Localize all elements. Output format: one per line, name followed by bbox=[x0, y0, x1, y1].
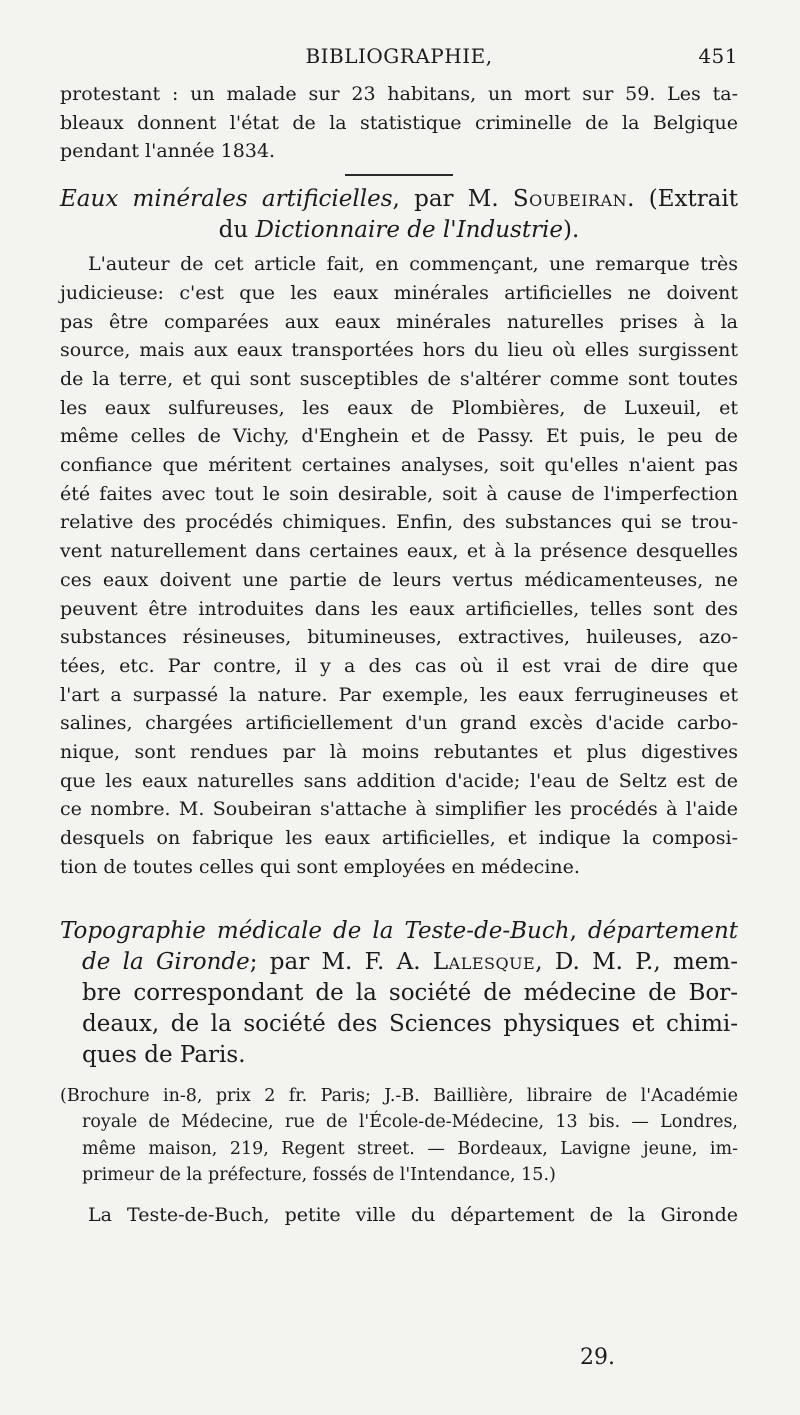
text-line: même maison, 219, Regent street. — Bordeaux, Lavigne jeune, im- bbox=[82, 1138, 738, 1159]
title-by: , par M. bbox=[392, 186, 513, 213]
text-line: été faites avec tout le soin desirable, soit à cause de l'imperfection bbox=[60, 482, 738, 505]
title-italic: Topographie médicale de la Teste-de-Buch bbox=[60, 917, 570, 944]
title-by: ; par M. F. A. bbox=[249, 948, 433, 975]
text-line: pas être comparées aux eaux minérales naturelles prises à la bbox=[60, 310, 738, 333]
text-line: bleaux donnent l'état de la statistique criminelle de la Belgique bbox=[60, 111, 738, 134]
article-title-eaux-minerales bbox=[60, 184, 738, 246]
article-body-eaux-minerales bbox=[60, 250, 738, 881]
text-line: nique, sont rendues par là moins rebutantes et plus digestives bbox=[60, 741, 738, 764]
text-line: ces eaux doivent une partie de leurs vertus médicamenteuses, ne bbox=[60, 568, 738, 591]
text-line: ce nombre. M. Soubeiran s'attache à simplifier les procédés à l'aide bbox=[60, 798, 738, 821]
text-line: que les eaux naturelles sans addition d'acide; l'eau de Seltz est de bbox=[60, 769, 738, 792]
text-line: vent naturellement dans certaines eaux, et à la présence desquelles bbox=[60, 540, 738, 563]
title-source: Dictionnaire de l'Industrie bbox=[255, 217, 564, 244]
page-body bbox=[60, 80, 738, 1229]
text-line: source, mais aux eaux transportées hors du lieu où elles surgissent bbox=[60, 339, 738, 362]
text-line: royale de Médecine, rue de l'École-de-Médecine, 13 bis. — Londres, bbox=[82, 1112, 738, 1133]
title-close: ). bbox=[563, 217, 580, 244]
title-italic: département bbox=[587, 917, 739, 944]
text-line: protestant : un malade sur 23 habitans, un mort sur 59. Les ta- bbox=[60, 83, 738, 105]
running-title: BIBLIOGRAPHIE, bbox=[305, 44, 493, 68]
publication-info bbox=[60, 1083, 738, 1189]
article-first-line: La Teste-de-Buch, petite ville du département de la Gironde bbox=[88, 1203, 738, 1226]
text-line: (Brochure in-8, prix 2 fr. Paris; J.-B. Baillière, libraire de l'Académie bbox=[60, 1085, 738, 1106]
title-comma: , bbox=[569, 917, 588, 944]
title-rest: bre correspondant de la société de médecine de Bor- bbox=[82, 979, 738, 1006]
text-line: tées, etc. Par contre, il y a des cas où il est vrai de dire que bbox=[60, 654, 738, 677]
text-line: substances résineuses, bitumineuses, extractives, huileuses, azo- bbox=[60, 626, 738, 649]
text-line: primeur de la préfecture, fossés de l'Intendance, 15.) bbox=[82, 1165, 556, 1186]
text-line: desquels on fabrique les eaux artificielles, et indique la composi- bbox=[60, 827, 738, 850]
text-line: de la terre, et qui sont susceptibles de s'altérer comme sont toutes bbox=[60, 367, 738, 390]
text-line: salines, chargées artificiellement d'un grand excès d'acide carbo- bbox=[60, 712, 738, 735]
title-rest: , D. M. P., mem- bbox=[535, 948, 738, 975]
text-line: tion de toutes celles qui sont employées en médecine. bbox=[60, 855, 580, 878]
title-extract: . (Extrait bbox=[627, 186, 738, 213]
text-line: judicieuse: c'est que les eaux minérales artificielles ne doivent bbox=[60, 281, 738, 304]
text-line: relative des procédés chimiques. Enfin, des substances qui se trou- bbox=[60, 511, 738, 534]
text-line: L'auteur de cet article fait, en commençant, une remarque très bbox=[88, 253, 738, 276]
page-header bbox=[60, 44, 738, 78]
title-rest: deaux, de la société des Sciences physiques et chimi- bbox=[82, 1010, 738, 1037]
author-name: Lalesque bbox=[432, 948, 536, 975]
intro-paragraph bbox=[60, 80, 738, 166]
text-line: l'art a surpassé la nature. Par exemple, les eaux ferrugineuses et bbox=[60, 683, 738, 706]
article-title-topographie bbox=[60, 916, 738, 1071]
text-line: peuvent être introduites dans les eaux artificielles, telles sont des bbox=[60, 597, 738, 620]
page-number: 451 bbox=[698, 44, 738, 68]
title-italic: de la Gironde bbox=[82, 948, 250, 975]
author-name: Soubeiran bbox=[512, 186, 628, 213]
text-line: les eaux sulfureuses, les eaux de Plombières, de Luxeuil, et bbox=[60, 396, 738, 419]
text-line: pendant l'année 1834. bbox=[60, 140, 276, 163]
text-line: même celles de Vichy, d'Enghein et de Passy. Et puis, le peu de bbox=[60, 425, 738, 448]
signature-mark: 29. bbox=[580, 1345, 615, 1370]
text-line: confiance que méritent certaines analyses, soit qu'elles n'aient pas bbox=[60, 454, 738, 477]
title-du: du bbox=[218, 217, 256, 244]
title-rest: ques de Paris. bbox=[82, 1041, 246, 1068]
section-divider bbox=[345, 174, 453, 176]
title-italic: Eaux minérales artificielles bbox=[60, 186, 393, 213]
